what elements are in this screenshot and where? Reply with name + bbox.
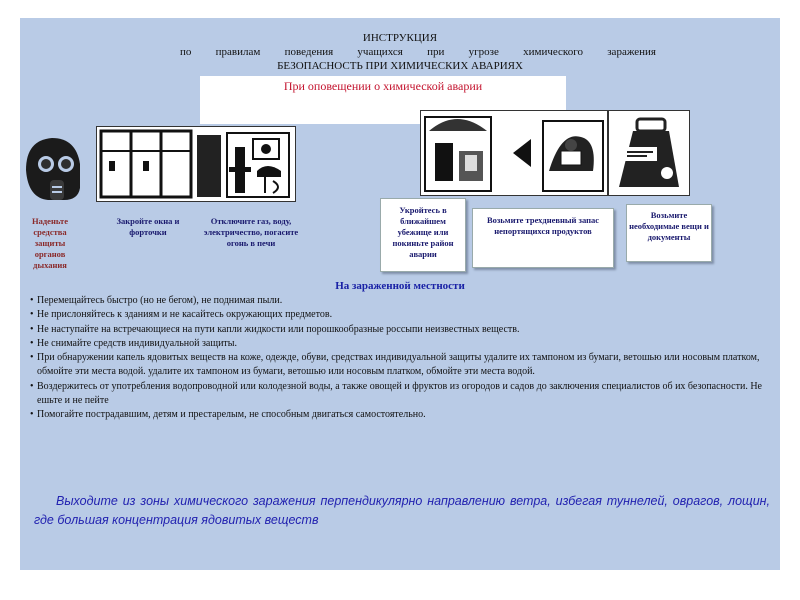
step-gas-mask-caption: Наденьте средства защиты органов дыхания [32, 216, 68, 270]
rules-list [26, 294, 774, 423]
rule-item: • При обнаружении капель ядовитых веществ на коже, одежде, обуви, средствах индивидуальной защиты удалите их тампоном из бумаги, ветошью или носовым платком, обмойте эти места водой. удалите их тампоном из бумаги, ветошью или носовым платком, обмойте эти места водой. [30, 352, 760, 378]
evacuation-note: Выходите из зоны химического заражения перпендикулярно направлению ветра, избегая туннелей, оврагов, лощин, где большая концентрация ядовитых веществ [34, 494, 770, 527]
step-shelter-box [380, 198, 466, 272]
rule-item: • Не прислоняйтесь к зданиям и не касайтесь окружающих предметов. [30, 309, 333, 321]
rule-item: • Не наступайте на встречающиеся на пути капли жидкости или порошкообразные россыпи неизвестных веществ. [30, 323, 520, 335]
section-title: БЕЗОПАСНОСТЬ ПРИ ХИМИЧЕСКИХ АВАРИЯХ [277, 60, 523, 72]
instruction-slide [20, 18, 780, 570]
step-food-box [472, 208, 614, 268]
instruction-subtitle: по правилам поведения учащихся при угрозе химического заражения [180, 46, 656, 58]
step-documents-box [626, 204, 712, 262]
alert-text: При оповещении о химической аварии [283, 79, 483, 93]
contaminated-area-title: На зараженной местности [335, 280, 465, 292]
window-icon [96, 126, 296, 202]
rule-item: • Не снимайте средств индивидуальной защиты. [30, 337, 238, 349]
rule-item: • Помогайте пострадавшим, детям и престарелым, не способным двигаться самостоятельно. [30, 409, 426, 421]
step-windows-caption: Закройте окна и форточки [116, 216, 180, 237]
gas-mask-icon [20, 130, 90, 204]
step-documents-caption: Возьмите необходимые вещи и документы [629, 210, 709, 242]
step-shelter-caption: Укройтесь в ближайшем убежище или покиньте район аварии [392, 205, 454, 259]
bag-documents-icon [608, 110, 690, 196]
shelter-icon [420, 110, 608, 196]
rule-item: • Воздержитесь от употребления водопроводной или колодезной воды, а также овощей и фруктов из огородов и садов до заключения специалистов об их безопасности. Не ешьте и не пейте [30, 380, 762, 407]
rule-item: • Перемещайтесь быстро (но не бегом), не поднимая пыли. [30, 295, 283, 306]
instruction-title: ИНСТРУКЦИЯ [362, 32, 438, 44]
step-utilities-caption: Отключите газ, воду, электричество, погасите огонь в печи [203, 216, 299, 248]
step-food-caption: Возьмите трехдневный запас непортящихся продуктов [486, 215, 600, 236]
